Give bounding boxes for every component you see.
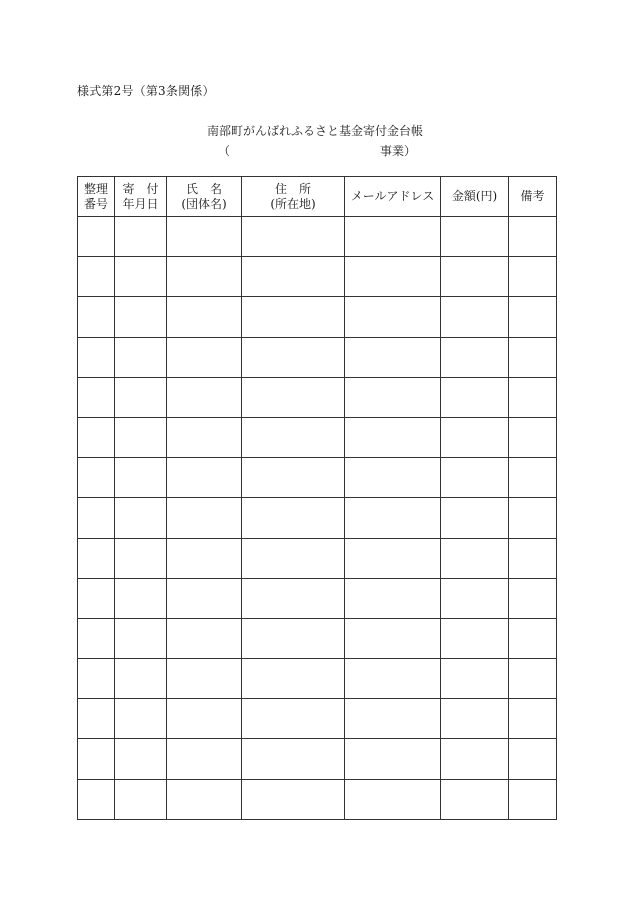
cell-remarks[interactable]	[509, 739, 557, 779]
cell-email[interactable]	[345, 699, 441, 739]
cell-donation-date[interactable]	[115, 337, 167, 377]
table-row	[78, 217, 557, 257]
cell-name[interactable]	[167, 458, 242, 498]
cell-remarks[interactable]	[509, 377, 557, 417]
cell-amount[interactable]	[441, 377, 509, 417]
table-row	[78, 739, 557, 779]
cell-email[interactable]	[345, 739, 441, 779]
cell-donation-date[interactable]	[115, 699, 167, 739]
cell-amount[interactable]	[441, 699, 509, 739]
cell-serial-number[interactable]	[78, 297, 115, 337]
cell-name[interactable]	[167, 337, 242, 377]
cell-amount[interactable]	[441, 217, 509, 257]
cell-name[interactable]	[167, 217, 242, 257]
cell-serial-number[interactable]	[78, 618, 115, 658]
cell-address[interactable]	[242, 217, 345, 257]
cell-remarks[interactable]	[509, 699, 557, 739]
cell-remarks[interactable]	[509, 257, 557, 297]
header-donation-date: 寄 付 年月日	[115, 177, 167, 217]
cell-serial-number[interactable]	[78, 337, 115, 377]
cell-amount[interactable]	[441, 659, 509, 699]
cell-address[interactable]	[242, 578, 345, 618]
table-row	[78, 699, 557, 739]
table-row	[78, 498, 557, 538]
cell-amount[interactable]	[441, 779, 509, 819]
cell-email[interactable]	[345, 377, 441, 417]
cell-amount[interactable]	[441, 337, 509, 377]
table-row	[78, 297, 557, 337]
cell-remarks[interactable]	[509, 417, 557, 457]
cell-donation-date[interactable]	[115, 618, 167, 658]
cell-donation-date[interactable]	[115, 739, 167, 779]
cell-email[interactable]	[345, 458, 441, 498]
cell-serial-number[interactable]	[78, 699, 115, 739]
table-row	[78, 417, 557, 457]
cell-donation-date[interactable]	[115, 779, 167, 819]
cell-amount[interactable]	[441, 297, 509, 337]
cell-serial-number[interactable]	[78, 739, 115, 779]
cell-remarks[interactable]	[509, 779, 557, 819]
table-row	[78, 779, 557, 819]
cell-serial-number[interactable]	[78, 578, 115, 618]
cell-donation-date[interactable]	[115, 498, 167, 538]
cell-email[interactable]	[345, 297, 441, 337]
header-name: 氏 名 (団体名)	[167, 177, 242, 217]
cell-donation-date[interactable]	[115, 297, 167, 337]
table-row	[78, 578, 557, 618]
cell-name[interactable]	[167, 257, 242, 297]
cell-donation-date[interactable]	[115, 377, 167, 417]
cell-remarks[interactable]	[509, 659, 557, 699]
form-number-label: 様式第2号（第3条関係）	[77, 84, 215, 98]
cell-email[interactable]	[345, 659, 441, 699]
cell-email[interactable]	[345, 217, 441, 257]
cell-serial-number[interactable]	[78, 498, 115, 538]
table-row	[78, 538, 557, 578]
cell-donation-date[interactable]	[115, 578, 167, 618]
cell-name[interactable]	[167, 297, 242, 337]
cell-donation-date[interactable]	[115, 417, 167, 457]
cell-email[interactable]	[345, 337, 441, 377]
cell-donation-date[interactable]	[115, 538, 167, 578]
cell-address[interactable]	[242, 337, 345, 377]
cell-email[interactable]	[345, 417, 441, 457]
cell-email[interactable]	[345, 498, 441, 538]
cell-name[interactable]	[167, 578, 242, 618]
cell-amount[interactable]	[441, 257, 509, 297]
donation-ledger-table	[77, 176, 557, 820]
cell-name[interactable]	[167, 659, 242, 699]
cell-serial-number[interactable]	[78, 217, 115, 257]
cell-amount[interactable]	[441, 618, 509, 658]
cell-amount[interactable]	[441, 578, 509, 618]
cell-serial-number[interactable]	[78, 779, 115, 819]
cell-address[interactable]	[242, 297, 345, 337]
cell-email[interactable]	[345, 618, 441, 658]
table-row	[78, 257, 557, 297]
cell-address[interactable]	[242, 779, 345, 819]
cell-address[interactable]	[242, 377, 345, 417]
cell-serial-number[interactable]	[78, 417, 115, 457]
table-header-row	[78, 177, 557, 217]
cell-remarks[interactable]	[509, 578, 557, 618]
cell-address[interactable]	[242, 538, 345, 578]
cell-amount[interactable]	[441, 458, 509, 498]
cell-amount[interactable]	[441, 739, 509, 779]
cell-address[interactable]	[242, 699, 345, 739]
cell-address[interactable]	[242, 618, 345, 658]
cell-remarks[interactable]	[509, 217, 557, 257]
table-row	[78, 377, 557, 417]
cell-name[interactable]	[167, 377, 242, 417]
cell-remarks[interactable]	[509, 297, 557, 337]
cell-remarks[interactable]	[509, 498, 557, 538]
cell-address[interactable]	[242, 498, 345, 538]
cell-serial-number[interactable]	[78, 257, 115, 297]
header-address: 住 所 (所在地)	[242, 177, 345, 217]
header-amount: 金額(円)	[441, 177, 509, 217]
cell-name[interactable]	[167, 538, 242, 578]
cell-donation-date[interactable]	[115, 217, 167, 257]
cell-name[interactable]	[167, 417, 242, 457]
cell-name[interactable]	[167, 618, 242, 658]
table-row	[78, 458, 557, 498]
ledger-title: 南部町がんばれふるさと基金寄付金台帳	[206, 124, 423, 138]
cell-serial-number[interactable]	[78, 458, 115, 498]
cell-amount[interactable]	[441, 538, 509, 578]
cell-address[interactable]	[242, 257, 345, 297]
table-body	[78, 217, 557, 820]
table-row	[78, 618, 557, 658]
cell-remarks[interactable]	[509, 337, 557, 377]
header-serial-number: 整理 番号	[78, 177, 115, 217]
cell-donation-date[interactable]	[115, 458, 167, 498]
table-row	[78, 659, 557, 699]
cell-serial-number[interactable]	[78, 377, 115, 417]
cell-email[interactable]	[345, 779, 441, 819]
cell-name[interactable]	[167, 699, 242, 739]
cell-amount[interactable]	[441, 498, 509, 538]
cell-address[interactable]	[242, 659, 345, 699]
cell-name[interactable]	[167, 498, 242, 538]
cell-name[interactable]	[167, 779, 242, 819]
header-remarks: 備考	[509, 177, 557, 217]
cell-serial-number[interactable]	[78, 659, 115, 699]
cell-donation-date[interactable]	[115, 257, 167, 297]
cell-remarks[interactable]	[509, 538, 557, 578]
cell-email[interactable]	[345, 538, 441, 578]
cell-address[interactable]	[242, 739, 345, 779]
project-suffix: 事業）	[380, 144, 417, 158]
cell-donation-date[interactable]	[115, 659, 167, 699]
table-row	[78, 337, 557, 377]
cell-serial-number[interactable]	[78, 538, 115, 578]
cell-email[interactable]	[345, 257, 441, 297]
header-email: メールアドレス	[345, 177, 441, 217]
project-paren-open: （	[218, 144, 231, 158]
cell-address[interactable]	[242, 458, 345, 498]
cell-address[interactable]	[242, 417, 345, 457]
cell-name[interactable]	[167, 739, 242, 779]
cell-remarks[interactable]	[509, 458, 557, 498]
cell-amount[interactable]	[441, 417, 509, 457]
cell-email[interactable]	[345, 578, 441, 618]
cell-remarks[interactable]	[509, 618, 557, 658]
